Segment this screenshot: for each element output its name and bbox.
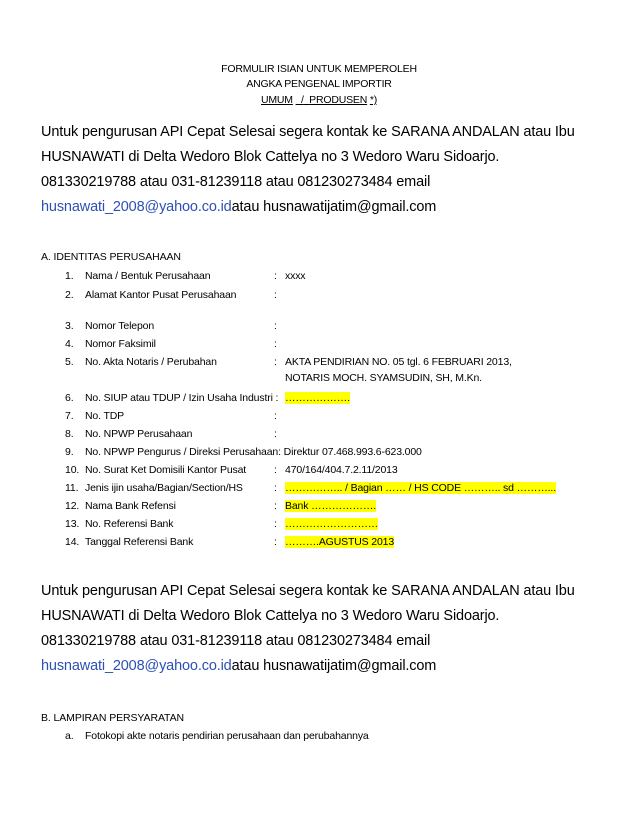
item-label: No. NPWP Pengurus / Direksi Perusahaan: Direktur 07.468.993.6-623.000: [85, 446, 422, 458]
contact-line-4: [41, 199, 436, 215]
item-label: Nomor Telepon: [85, 320, 155, 332]
contact-line-4: [41, 658, 436, 674]
item-colon: :: [274, 356, 277, 368]
item-value: AKTA PENDIRIAN NO. 05 tgl. 6 FEBRUARI 2013,: [285, 356, 512, 368]
item-label: Tanggal Referensi Bank: [85, 536, 194, 548]
contact-line-2: HUSNAWATI di Delta Wedoro Blok Cattelya no 3 Wedoro Waru Sidoarjo.: [41, 149, 500, 165]
item-colon: :: [274, 464, 277, 476]
email-link[interactable]: husnawati_2008@yahoo.co.id: [41, 199, 232, 215]
item-number: 8.: [65, 428, 74, 440]
item-value-continued: NOTARIS MOCH. SYAMSUDIN, SH, M.Kn.: [285, 372, 482, 384]
item-number: 5.: [65, 356, 74, 368]
item-number: a.: [65, 730, 74, 742]
highlighted-value: ………………………: [285, 518, 379, 530]
contact-line-1: Untuk pengurusan API Cepat Selesai segera kontak ke SARANA ANDALAN atau Ibu: [41, 583, 575, 599]
item-number: 6.: [65, 392, 74, 404]
item-colon: :: [274, 428, 277, 440]
item-label: No. Referensi Bank: [85, 518, 174, 530]
item-number: 7.: [65, 410, 74, 422]
contact-line-3: 081330219788 atau 031-81239118 atau 081230273484 email: [41, 633, 431, 649]
item-label: Nomor Faksimil: [85, 338, 156, 350]
email-rest: atau husnawatijatim@gmail.com: [231, 658, 437, 674]
umum-label: UMUM: [261, 94, 293, 106]
item-colon: :: [274, 320, 277, 332]
item-colon: :: [274, 500, 277, 512]
email-link[interactable]: husnawati_2008@yahoo.co.id: [41, 658, 232, 674]
item-label: Alamat Kantor Pusat Perusahaan: [85, 289, 237, 301]
item-label: Jenis ijin usaha/Bagian/Section/HS: [85, 482, 243, 494]
form-title-line-1: FORMULIR ISIAN UNTUK MEMPEROLEH: [221, 63, 417, 75]
item-label: Nama Bank Refensi: [85, 500, 176, 512]
section-a-heading: A. IDENTITAS PERUSAHAAN: [41, 251, 181, 263]
contact-line-3: 081330219788 atau 031-81239118 atau 081230273484 email: [41, 174, 431, 190]
form-title-line-3: [0, 94, 638, 106]
item-number: 13.: [65, 518, 80, 530]
item-label: No. TDP: [85, 410, 125, 422]
item-number: 1.: [65, 270, 74, 282]
item-label: Fotokopi akte notaris pendirian perusahaan dan perubahannya: [85, 730, 369, 742]
form-title-line-2: ANGKA PENGENAL IMPORTIR: [246, 78, 392, 90]
item-colon: :: [274, 536, 277, 548]
item-label: No. Akta Notaris / Perubahan: [85, 356, 217, 368]
contact-line-2: HUSNAWATI di Delta Wedoro Blok Cattelya no 3 Wedoro Waru Sidoarjo.: [41, 608, 500, 624]
highlighted-value: ……….AGUSTUS 2013: [285, 536, 395, 548]
highlighted-value: ……………….: [285, 392, 350, 404]
item-colon: :: [274, 482, 277, 494]
item-colon: :: [274, 289, 277, 301]
item-value: [285, 482, 556, 494]
item-value: 470/164/404.7.2.11/2013: [285, 464, 398, 476]
email-rest: atau husnawatijatim@gmail.com: [231, 199, 437, 215]
footnote-marker: *): [369, 94, 377, 106]
item-label: No. SIUP atau TDUP / Izin Usaha Industri :: [85, 392, 279, 404]
item-number: 10.: [65, 464, 80, 476]
section-b-heading: B. LAMPIRAN PERSYARATAN: [41, 712, 184, 724]
item-number: 2.: [65, 289, 74, 301]
item-label: No. Surat Ket Domisili Kantor Pusat: [85, 464, 247, 476]
separator: /: [301, 94, 304, 106]
item-colon: :: [274, 518, 277, 530]
item-number: 9.: [65, 446, 74, 458]
item-number: 14.: [65, 536, 80, 548]
item-number: 12.: [65, 500, 80, 512]
item-value: [285, 518, 378, 530]
item-label: No. NPWP Perusahaan: [85, 428, 193, 440]
item-colon: :: [274, 338, 277, 350]
item-number: 4.: [65, 338, 74, 350]
item-value: [285, 392, 350, 404]
item-number: 11.: [65, 482, 79, 494]
item-label: Nama / Bentuk Perusahaan: [85, 270, 211, 282]
item-value: [285, 536, 394, 548]
produsen-label-struck: PRODUSEN: [309, 94, 368, 106]
item-value: xxxx: [285, 270, 306, 282]
highlighted-value: Bank ……………….: [285, 500, 376, 512]
highlighted-value: …………….. / Bagian …… / HS CODE ……….. sd ………...: [285, 482, 556, 494]
item-colon: :: [274, 270, 277, 282]
contact-line-1: Untuk pengurusan API Cepat Selesai segera kontak ke SARANA ANDALAN atau Ibu: [41, 124, 575, 140]
item-number: 3.: [65, 320, 74, 332]
item-colon: :: [274, 410, 277, 422]
item-value: [285, 500, 376, 512]
